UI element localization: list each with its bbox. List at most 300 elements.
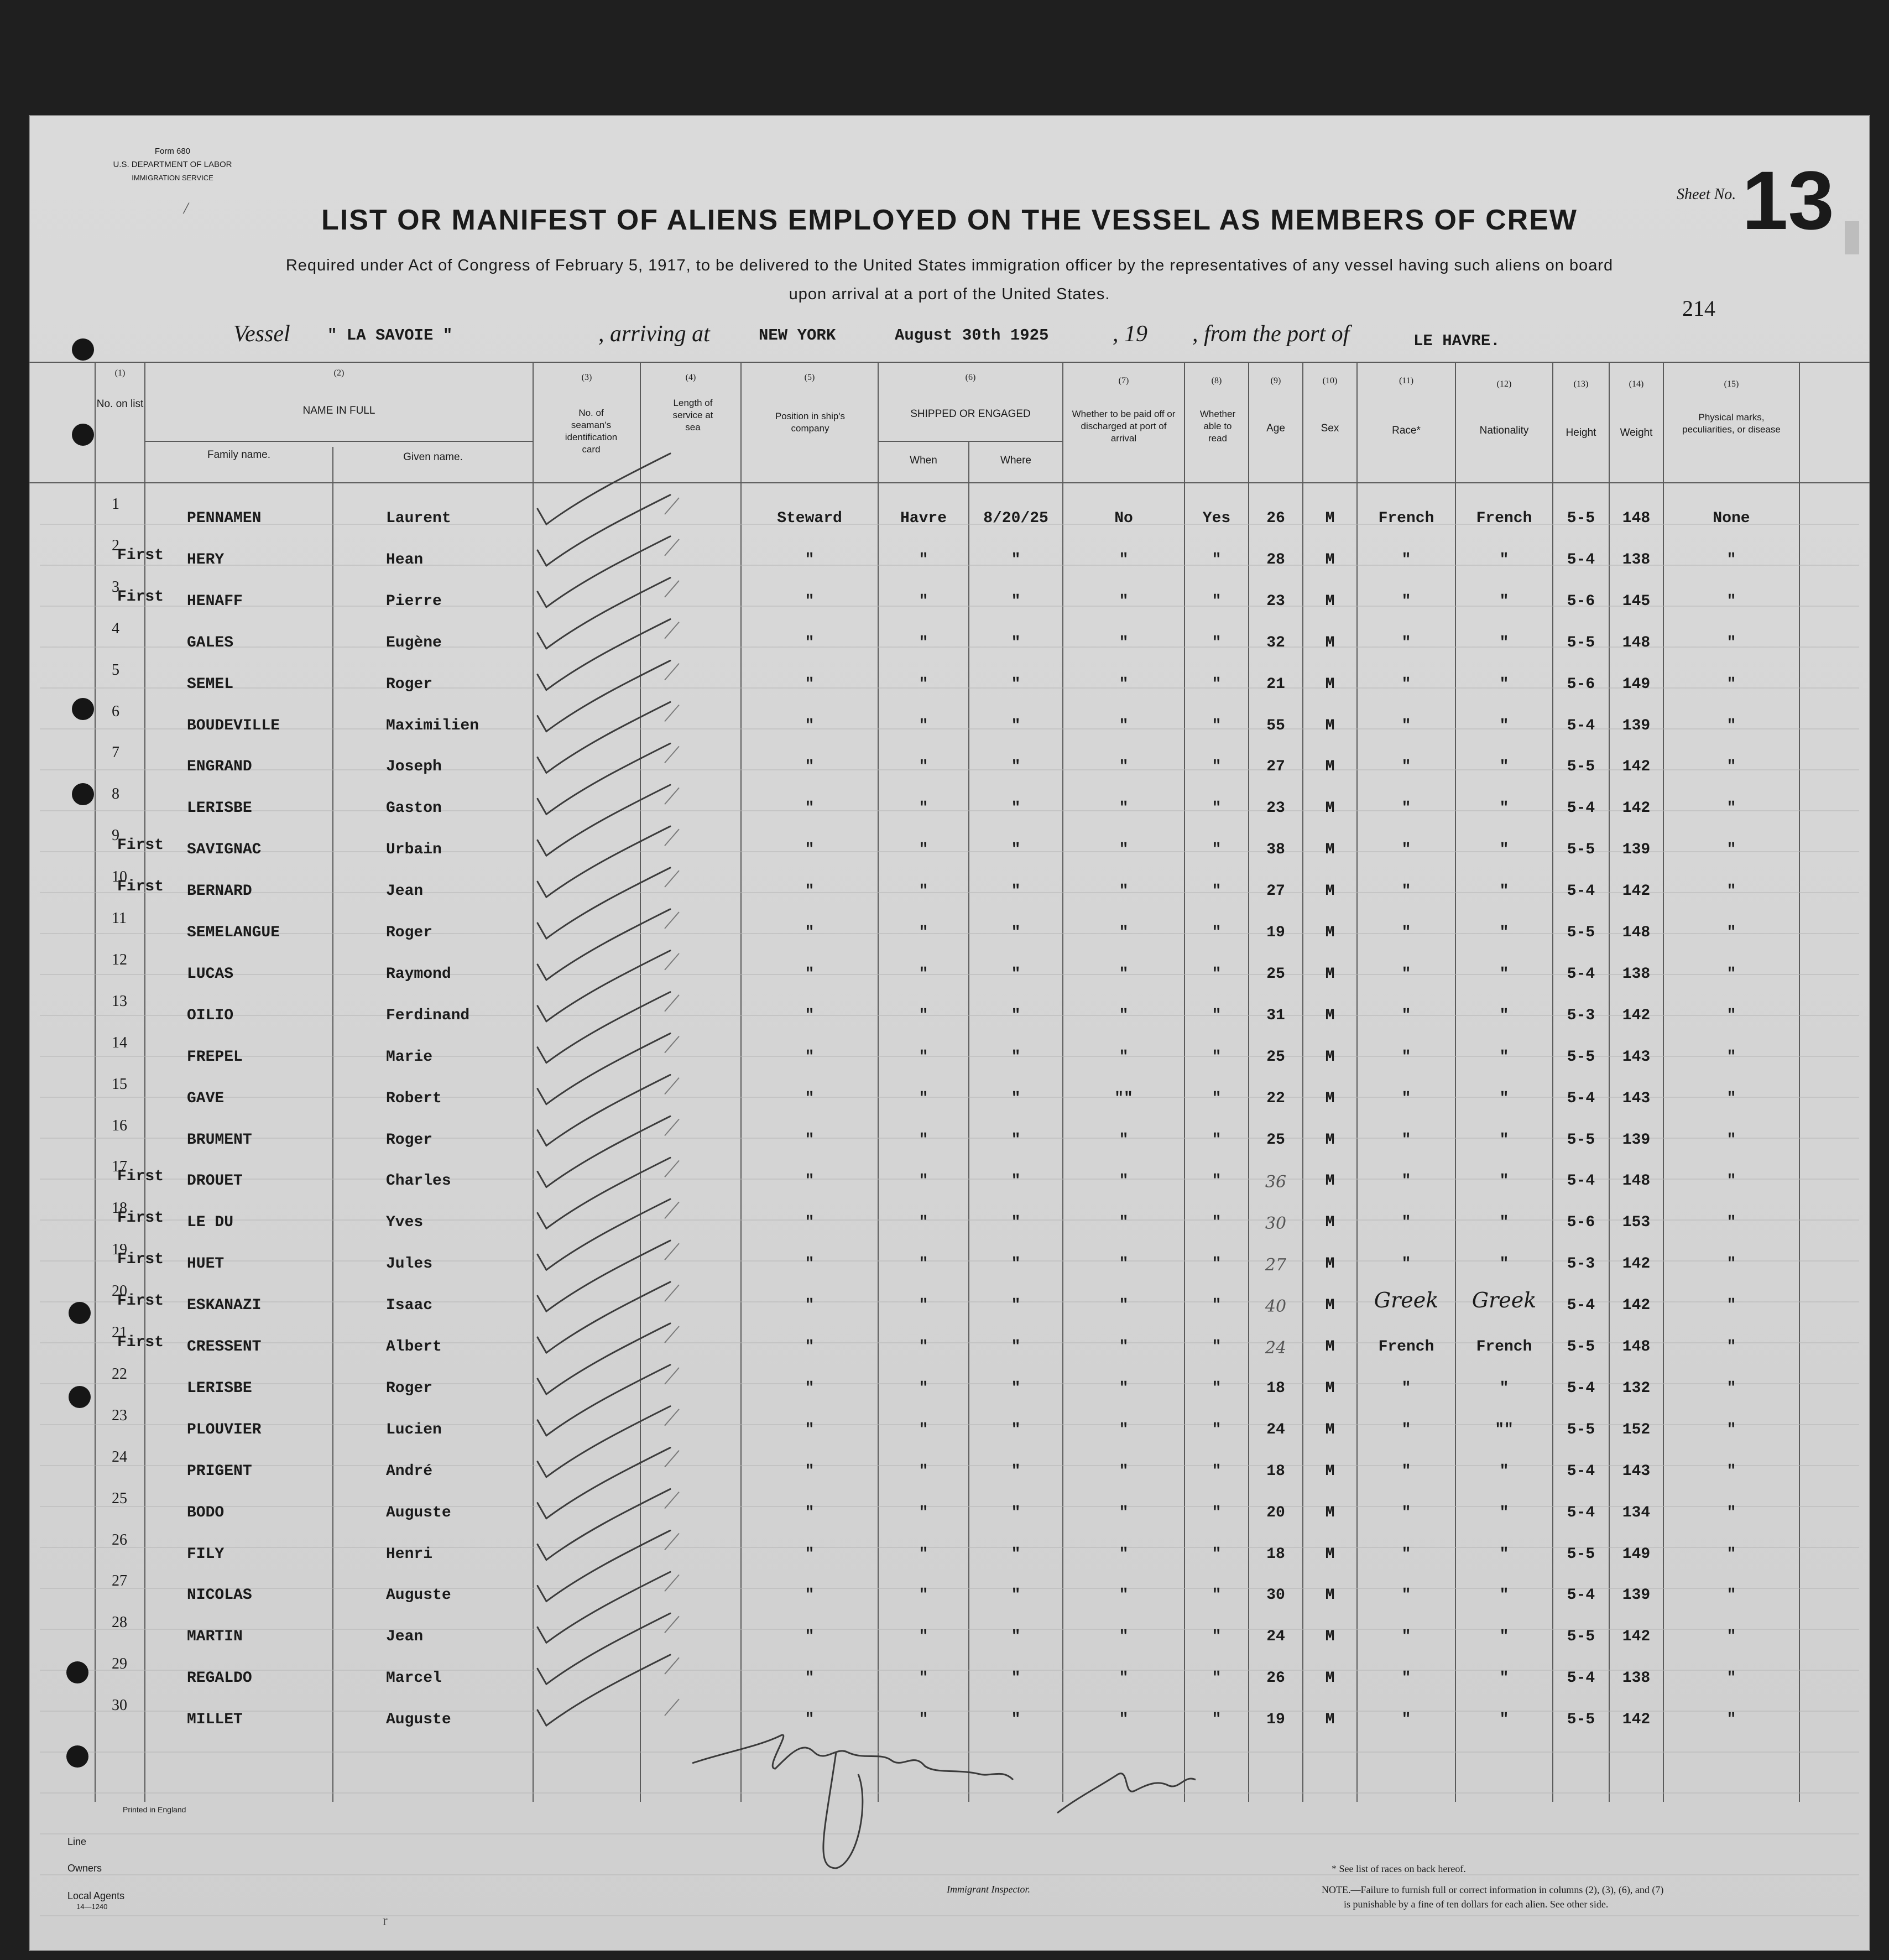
first-class-note: First [117, 1334, 164, 1351]
sex: M [1325, 551, 1335, 569]
check-mark [538, 578, 670, 649]
list-number: 17 [112, 1158, 127, 1176]
physical-marks: " [1726, 1504, 1736, 1521]
sex: M [1325, 634, 1335, 651]
physical-marks: " [1726, 1090, 1736, 1107]
list-number: 9 [112, 827, 119, 845]
shipped-where: " [1011, 1255, 1021, 1273]
position: " [805, 841, 815, 859]
shipped-where: " [1011, 592, 1021, 610]
able-to-read: " [1212, 965, 1222, 983]
header-position: Position in ship's company [775, 411, 846, 434]
given-name: André [386, 1462, 433, 1480]
paid-off: " [1119, 883, 1129, 900]
paid-off: " [1119, 1379, 1129, 1397]
shipped-when: " [919, 1628, 928, 1646]
family-name: FILY [187, 1545, 225, 1563]
list-number: 20 [112, 1283, 127, 1300]
service-tick [665, 995, 679, 1012]
given-name: Joseph [386, 758, 442, 776]
nationality: " [1499, 1048, 1509, 1066]
weight: 138 [1622, 1670, 1651, 1687]
legal-requirement-text: Required under Act of Congress of February 5, 1917, to be delivered to the United States immigration officer by the representatives of any vessel having such aliens on board upon arrival at a port of the United States. [285, 257, 1614, 303]
check-mark [538, 1448, 670, 1519]
header-weight: Weight [1620, 427, 1653, 439]
sheet-number-label: Sheet No. [1677, 186, 1736, 203]
position: " [805, 551, 815, 569]
age: 27 [1265, 1255, 1287, 1275]
nationality: " [1499, 1131, 1509, 1149]
family-name: DROUET [187, 1172, 243, 1190]
shipped-when: " [919, 1545, 928, 1563]
sex: M [1325, 1379, 1335, 1397]
able-to-read: " [1212, 924, 1222, 941]
check-mark [538, 1323, 670, 1394]
family-name: MILLET [187, 1711, 243, 1729]
shipped-when: " [919, 1048, 928, 1066]
given-name: Isaac [386, 1297, 433, 1315]
physical-marks: " [1726, 1297, 1736, 1315]
nationality: " [1499, 1462, 1509, 1480]
race: " [1401, 634, 1411, 651]
weight: 139 [1622, 1587, 1651, 1604]
position: " [805, 1587, 815, 1604]
service-tick [665, 1202, 679, 1218]
sheet-number: 13 [1742, 154, 1834, 247]
shipped-when: " [919, 1670, 928, 1687]
shipped-when: " [919, 1462, 928, 1480]
shipped-where: " [1011, 675, 1021, 693]
position: " [805, 1214, 815, 1232]
age: 20 [1266, 1504, 1285, 1521]
paid-off: " [1119, 1048, 1129, 1066]
given-name: Lucien [386, 1421, 442, 1438]
height: 5-4 [1567, 717, 1595, 734]
binder-hole [72, 424, 94, 446]
service-tick [665, 581, 679, 597]
shipped-when: " [919, 1131, 928, 1149]
weight: 139 [1622, 841, 1651, 859]
shipped-when: " [919, 1090, 928, 1107]
nationality: " [1499, 1504, 1509, 1521]
position: " [805, 592, 815, 610]
service-tick [665, 1326, 679, 1343]
weight: 153 [1622, 1214, 1651, 1232]
physical-marks: " [1726, 1462, 1736, 1480]
sex: M [1325, 592, 1335, 610]
sex: M [1325, 1462, 1335, 1480]
first-class-note: First [117, 1292, 164, 1310]
nationality: " [1499, 1090, 1509, 1107]
list-number: 26 [112, 1531, 127, 1549]
given-name: Roger [386, 1131, 433, 1149]
nationality: " [1499, 841, 1509, 859]
departure-port: LE HAVRE. [1413, 332, 1500, 350]
family-name: BRUMENT [187, 1131, 252, 1149]
department-label: U.S. DEPARTMENT OF LABOR [113, 160, 232, 169]
age: 18 [1266, 1379, 1285, 1397]
weight: 143 [1622, 1462, 1651, 1480]
shipped-when: Havre [900, 510, 947, 527]
service-tick [665, 1699, 679, 1716]
given-name: Roger [386, 675, 433, 693]
weight: 132 [1622, 1379, 1651, 1397]
binder-hole [72, 698, 94, 720]
shipped-when: " [919, 1421, 928, 1438]
paid-off: " [1119, 1131, 1129, 1149]
physical-marks: " [1726, 924, 1736, 941]
position: " [805, 1048, 815, 1066]
age: 26 [1266, 510, 1285, 527]
shipped-where: " [1011, 1587, 1021, 1604]
position: " [805, 1379, 815, 1397]
age: 23 [1266, 800, 1285, 817]
family-name: REGALDO [187, 1670, 252, 1687]
nationality: " [1499, 1172, 1509, 1190]
nationality: Greek [1471, 1288, 1537, 1313]
pencil-mark: / [184, 199, 189, 217]
age: 27 [1266, 883, 1285, 900]
paid-off: " [1119, 634, 1129, 651]
list-number: 4 [112, 619, 119, 637]
paid-off: " [1119, 841, 1129, 859]
paid-off: "" [1114, 1090, 1133, 1107]
position: " [805, 717, 815, 734]
position: " [805, 1131, 815, 1149]
list-number: 24 [112, 1448, 127, 1466]
weight: 143 [1622, 1090, 1651, 1107]
shipped-when: " [919, 592, 928, 610]
age: 28 [1266, 551, 1285, 569]
weight: 142 [1622, 758, 1651, 776]
binder-hole [66, 1745, 88, 1768]
list-number: 14 [112, 1034, 127, 1051]
printed-in-label: Printed in England [123, 1805, 186, 1814]
header-no-on-list: No. on list [96, 398, 144, 410]
sex: M [1325, 1007, 1335, 1024]
inspector-signature [692, 1735, 1196, 1868]
list-number: 22 [112, 1365, 127, 1383]
able-to-read: " [1212, 1048, 1222, 1066]
physical-marks: " [1726, 592, 1736, 610]
weight: 138 [1622, 551, 1651, 569]
given-name: Auguste [386, 1504, 451, 1521]
arrival-date: August 30th 1925 [895, 326, 1049, 345]
age: 19 [1266, 924, 1285, 941]
height: 5-6 [1567, 592, 1595, 610]
able-to-read: " [1212, 1462, 1222, 1480]
paid-off: No [1114, 510, 1133, 527]
given-name: Auguste [386, 1711, 451, 1729]
list-number: 28 [112, 1614, 127, 1631]
paid-off: " [1119, 1255, 1129, 1273]
able-to-read: " [1212, 1545, 1222, 1563]
height: 5-4 [1567, 883, 1595, 900]
inspector-label: Immigrant Inspector. [947, 1884, 1030, 1895]
physical-marks: " [1726, 1670, 1736, 1687]
list-number: 18 [112, 1200, 127, 1217]
service-tick [665, 788, 679, 804]
colnum-7: (7) [1118, 376, 1129, 385]
weight: 148 [1622, 634, 1651, 651]
weight: 142 [1622, 1255, 1651, 1273]
able-to-read: " [1212, 1172, 1222, 1190]
shipped-where: " [1011, 1048, 1021, 1066]
race: " [1401, 551, 1411, 569]
paid-off: " [1119, 1587, 1129, 1604]
weight: 148 [1622, 1172, 1651, 1190]
paid-off: " [1119, 592, 1129, 610]
nationality: " [1499, 551, 1509, 569]
weight: 142 [1622, 800, 1651, 817]
height: 5-4 [1567, 1379, 1595, 1397]
race: " [1401, 1214, 1411, 1232]
list-number: 1 [112, 496, 119, 513]
able-to-read: " [1212, 1379, 1222, 1397]
shipped-where: " [1011, 924, 1021, 941]
sex: M [1325, 1338, 1335, 1356]
list-number: 30 [112, 1697, 127, 1714]
race: " [1401, 717, 1411, 734]
service-tick [665, 1368, 679, 1384]
nationality: French [1476, 1338, 1532, 1356]
shipped-where: " [1011, 634, 1021, 651]
physical-marks: " [1726, 1048, 1736, 1066]
position: " [805, 758, 815, 776]
service-tick [665, 1409, 679, 1426]
able-to-read: " [1212, 634, 1222, 651]
given-name: Albert [386, 1338, 442, 1356]
list-number: 12 [112, 951, 127, 968]
age: 27 [1266, 758, 1285, 776]
given-name: Hean [386, 551, 424, 569]
weight: 142 [1622, 1297, 1651, 1315]
list-number: 15 [112, 1075, 127, 1093]
height: 5-4 [1567, 1462, 1595, 1480]
arrival-port: NEW YORK [759, 326, 836, 345]
owners-label: Owners [67, 1863, 102, 1874]
position: " [805, 1628, 815, 1646]
height: 5-5 [1567, 1628, 1595, 1646]
paid-off: " [1119, 1007, 1129, 1024]
shipped-when: " [919, 965, 928, 983]
given-name: Jean [386, 1628, 424, 1646]
physical-marks: " [1726, 634, 1736, 651]
sex: M [1325, 841, 1335, 859]
race: " [1401, 1379, 1411, 1397]
pencil-markings [29, 115, 1870, 1951]
given-name: Jean [386, 883, 424, 900]
header-paid-off: Whether to be paid off or discharged at port of arrival [1072, 409, 1176, 444]
nationality: "" [1495, 1421, 1514, 1438]
family-name: GALES [187, 634, 234, 651]
nationality: " [1499, 675, 1509, 693]
shipped-where: " [1011, 1670, 1021, 1687]
check-mark [538, 661, 670, 732]
height: 5-5 [1567, 1545, 1595, 1563]
header-sex: Sex [1321, 423, 1339, 434]
able-to-read: " [1212, 1711, 1222, 1729]
sex: M [1325, 965, 1335, 983]
race: " [1401, 1007, 1411, 1024]
physical-marks: " [1726, 1587, 1736, 1604]
family-name: ENGRAND [187, 758, 252, 776]
given-name: Auguste [386, 1587, 451, 1604]
service-tick [665, 1160, 679, 1177]
shipped-when: " [919, 717, 928, 734]
shipped-where: " [1011, 800, 1021, 817]
age: 25 [1266, 1048, 1285, 1066]
race: " [1401, 1421, 1411, 1438]
shipped-where: " [1011, 717, 1021, 734]
colnum-14: (14) [1629, 379, 1644, 389]
physical-marks: " [1726, 1255, 1736, 1273]
shipped-when: " [919, 800, 928, 817]
shipped-where: " [1011, 1090, 1021, 1107]
family-name: BODO [187, 1504, 225, 1521]
able-to-read: " [1212, 800, 1222, 817]
given-name: Pierre [386, 592, 442, 610]
check-mark [538, 453, 670, 524]
shipped-when: " [919, 1007, 928, 1024]
check-mark [538, 785, 670, 856]
list-number: 19 [112, 1241, 127, 1259]
race: Greek [1374, 1288, 1439, 1313]
family-name: CRESSENT [187, 1338, 262, 1356]
header-height: Height [1566, 427, 1596, 439]
service-tick [665, 705, 679, 722]
family-name: OILIO [187, 1007, 234, 1024]
able-to-read: " [1212, 592, 1222, 610]
nationality: " [1499, 924, 1509, 941]
able-to-read: " [1212, 1504, 1222, 1521]
able-to-read: " [1212, 758, 1222, 776]
height: 5-6 [1567, 1214, 1595, 1232]
age: 24 [1266, 1421, 1285, 1438]
shipped-where: " [1011, 1338, 1021, 1356]
height: 5-5 [1567, 1421, 1595, 1438]
age: 40 [1265, 1297, 1287, 1317]
given-name: Roger [386, 924, 433, 941]
weight: 145 [1622, 592, 1651, 610]
able-to-read: " [1212, 1421, 1222, 1438]
colnum-9: (9) [1270, 376, 1281, 385]
physical-marks: " [1726, 1214, 1736, 1232]
nationality: " [1499, 1007, 1509, 1024]
colnum-1: (1) [114, 368, 126, 378]
weight: 139 [1622, 717, 1651, 734]
able-to-read: " [1212, 1090, 1222, 1107]
race: " [1401, 841, 1411, 859]
shipped-where: " [1011, 1007, 1021, 1024]
position: " [805, 965, 815, 983]
header-given-name: Given name. [403, 451, 463, 463]
list-number: 11 [112, 910, 127, 927]
family-name: NICOLAS [187, 1587, 252, 1604]
able-to-read: " [1212, 1338, 1222, 1356]
shipped-when: " [919, 634, 928, 651]
paid-off: " [1119, 758, 1129, 776]
header-family-name: Family name. [207, 449, 271, 461]
list-number: 16 [112, 1117, 127, 1134]
local-agents-label: Local Agents [67, 1890, 125, 1901]
header-age: Age [1266, 423, 1285, 434]
first-class-note: First [117, 1168, 164, 1186]
colnum-12: (12) [1496, 379, 1512, 389]
sex: M [1325, 1628, 1335, 1646]
sex: M [1325, 675, 1335, 693]
first-class-note: First [117, 1251, 164, 1269]
shipped-when: " [919, 841, 928, 859]
age: 38 [1266, 841, 1285, 859]
check-mark [538, 1530, 670, 1601]
physical-marks: " [1726, 1338, 1736, 1356]
age: 55 [1266, 717, 1285, 734]
weight: 148 [1622, 1338, 1651, 1356]
nationality: " [1499, 1255, 1509, 1273]
weight: 142 [1622, 1628, 1651, 1646]
paid-off: " [1119, 675, 1129, 693]
check-mark [538, 1406, 670, 1477]
family-name: GAVE [187, 1090, 225, 1107]
height: 5-5 [1567, 758, 1595, 776]
list-number: 6 [112, 702, 119, 720]
service-tick [665, 664, 679, 680]
position: " [805, 1462, 815, 1480]
shipped-where: " [1011, 965, 1021, 983]
list-number: 7 [112, 744, 119, 762]
check-mark [538, 1240, 670, 1311]
height: 5-5 [1567, 1711, 1595, 1729]
age: 18 [1266, 1462, 1285, 1480]
height: 5-5 [1567, 1338, 1595, 1356]
service-tick [665, 622, 679, 639]
physical-marks: " [1726, 717, 1736, 734]
colnum-5: (5) [804, 373, 815, 382]
family-name: LERISBE [187, 800, 252, 817]
family-name: LE DU [187, 1214, 234, 1232]
position: " [805, 1670, 815, 1687]
service-tick [665, 1657, 679, 1674]
shipped-where: " [1011, 1172, 1021, 1190]
position: " [805, 634, 815, 651]
check-mark [538, 743, 670, 814]
weight: 142 [1622, 883, 1651, 900]
physical-marks: " [1726, 1172, 1736, 1190]
age: 30 [1266, 1587, 1285, 1604]
list-number: 10 [112, 868, 127, 886]
shipped-where: " [1011, 1131, 1021, 1149]
weight: 148 [1622, 510, 1651, 527]
header-where: Where [1000, 455, 1031, 466]
sex: M [1325, 1504, 1335, 1521]
stamp-number: 214 [1682, 296, 1715, 321]
nationality: " [1499, 1545, 1509, 1563]
paid-off: " [1119, 1421, 1129, 1438]
given-name: Jules [386, 1255, 433, 1273]
sex: M [1325, 1131, 1335, 1149]
sex: M [1325, 1545, 1335, 1563]
check-mark [538, 868, 670, 939]
position: " [805, 1172, 815, 1190]
sex: M [1325, 1587, 1335, 1604]
family-name: HERY [187, 551, 225, 569]
race: " [1401, 1587, 1411, 1604]
header-length-of-service: Length of service at sea [672, 398, 713, 432]
given-name: Maximilien [386, 717, 479, 734]
family-name: ESKANAZI [187, 1297, 262, 1315]
given-name: Marie [386, 1048, 433, 1066]
